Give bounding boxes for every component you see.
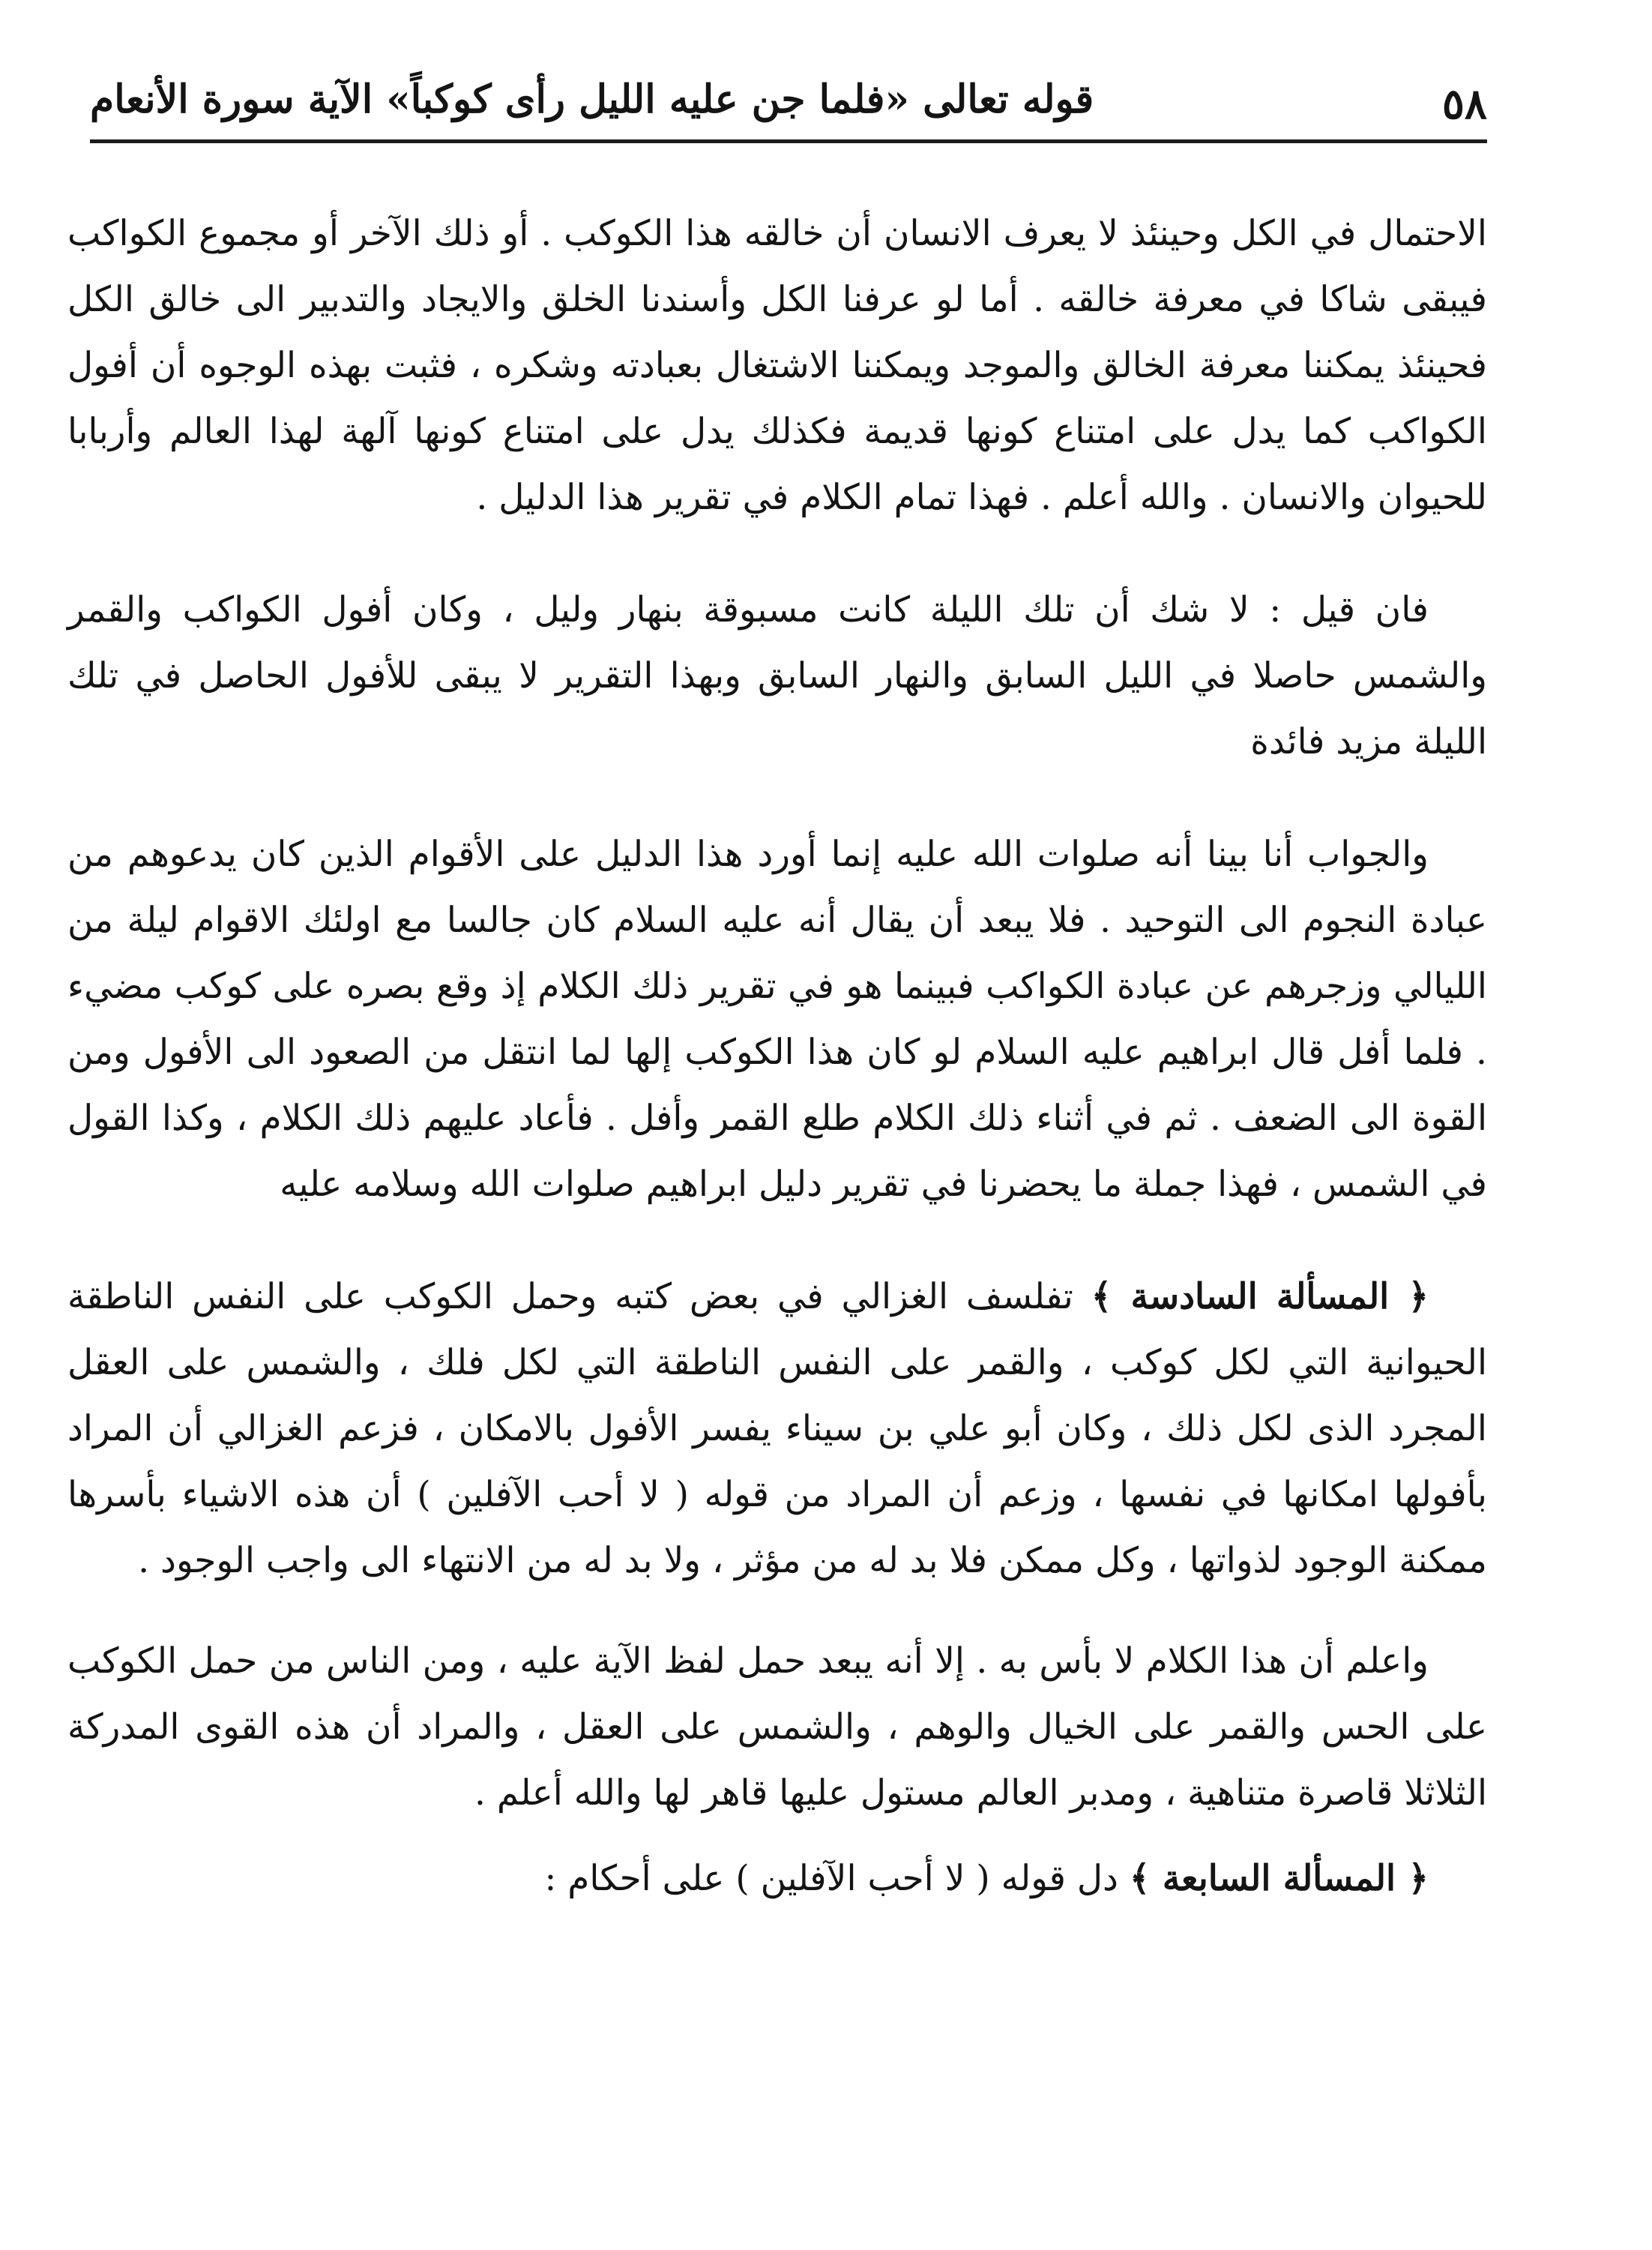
paragraph-4 bbox=[67, 1264, 1487, 1594]
paragraph-4-text: تفلسف الغزالي في بعض كتبه وحمل الكوكب على النفس الناطقة الحيوانية التي لكل كوكب ، والقمر على النفس الناطقة التي لكل فلك ، والشمس على العقل المجرد الذى لكل ذلك ، وكان أبو علي بن سيناء يفسر الأفول بالامكان ، فزعم الغزالي أن المراد بأفولها امكانها في نفسها ، وزعم أن المراد من قوله ( لا أحب الآفلين ) أن هذه الاشياء بأسرها ممكنة الوجود لذواتها ، وكل ممكن فلا بد له من مؤثر ، ولا بد له من الانتهاء الى واجب الوجود . bbox=[67, 1276, 1487, 1581]
page-header bbox=[90, 72, 1487, 132]
paragraph-3-text: والجواب أنا بينا أنه صلوات الله عليه إنما أورد هذا الدليل على الأقوام الذين كان يدعوهم من عبادة النجوم الى التوحيد . فلا يبعد أن يقال أنه عليه السلام كان جالسا مع اولئك الاقوام ليلة من الليالي وزجرهم عن عبادة الكواكب فبينما هو في تقرير ذلك الكلام إذ وقع بصره على كوكب مضيء . فلما أفل قال ابراهيم عليه السلام لو كان هذا الكوكب إلها لما انتقل من الصعود الى الأفول ومن القوة الى الضعف . ثم في أثناء ذلك الكلام طلع القمر وأفل . فأعاد عليهم ذلك الكلام ، وكذا القول في الشمس ، فهذا جملة ما يحضرنا في تقرير دليل ابراهيم صلوات الله وسلامه عليه bbox=[67, 834, 1487, 1205]
paragraph-2-text: فان قيل : لا شك أن تلك الليلة كانت مسبوقة بنهار وليل ، وكان أفول الكواكب والقمر والشمس حاصلا في الليل السابق والنهار السابق وبهذا التقرير لا يبقى للأفول الحاصل في تلك الليلة مزيد فائدة bbox=[67, 589, 1487, 762]
section-heading-sixth: ﴿ المسألة السادسة ﴾ bbox=[1091, 1276, 1429, 1317]
paragraph-2 bbox=[67, 577, 1487, 775]
paragraph-3 bbox=[67, 822, 1487, 1218]
paragraph-6-text: دل قوله ( لا أحب الآفلين ) على أحكام : bbox=[544, 1858, 1118, 1899]
paragraph-1 bbox=[67, 201, 1487, 531]
running-title: قوله تعالى «فلما جن عليه الليل رأى كوكباً» الآية سورة الأنعام bbox=[90, 76, 1094, 122]
page-number: ٥٨ bbox=[1441, 79, 1487, 129]
paragraph-1-text: الاحتمال في الكل وحينئذ لا يعرف الانسان أن خالقه هذا الكوكب . أو ذلك الآخر أو مجموع الكواكب فيبقى شاكا في معرفة خالقه . أما لو عرفنا الكل وأسندنا الخلق والايجاد والتدبير الى خالق الكل فحينئذ يمكننا معرفة الخالق والموجد ويمكننا الاشتغال بعبادته وشكره ، فثبت بهذه الوجوه أن أفول الكواكب كما يدل على امتناع كونها قديمة فكذلك يدل على امتناع كونها آلهة لهذا العالم وأربابا للحيوان والانسان . والله أعلم . فهذا تمام الكلام في تقرير هذا الدليل . bbox=[67, 213, 1487, 518]
paragraph-6 bbox=[67, 1846, 1487, 1912]
header-rule bbox=[90, 139, 1487, 143]
page-body bbox=[67, 201, 1487, 2220]
section-heading-seventh: ﴿ المسألة السابعة ﴾ bbox=[1129, 1858, 1429, 1899]
paragraph-5-text: واعلم أن هذا الكلام لا بأس به . إلا أنه يبعد حمل لفظ الآية عليه ، ومن الناس من حمل الكوكب على الحس والقمر على الخيال والوهم ، والشمس على العقل ، والمراد أن هذه القوى المدركة الثلاثلا قاصرة متناهية ، ومدبر العالم مستول عليها قاهر لها والله أعلم . bbox=[67, 1640, 1487, 1814]
paragraph-5 bbox=[67, 1628, 1487, 1826]
